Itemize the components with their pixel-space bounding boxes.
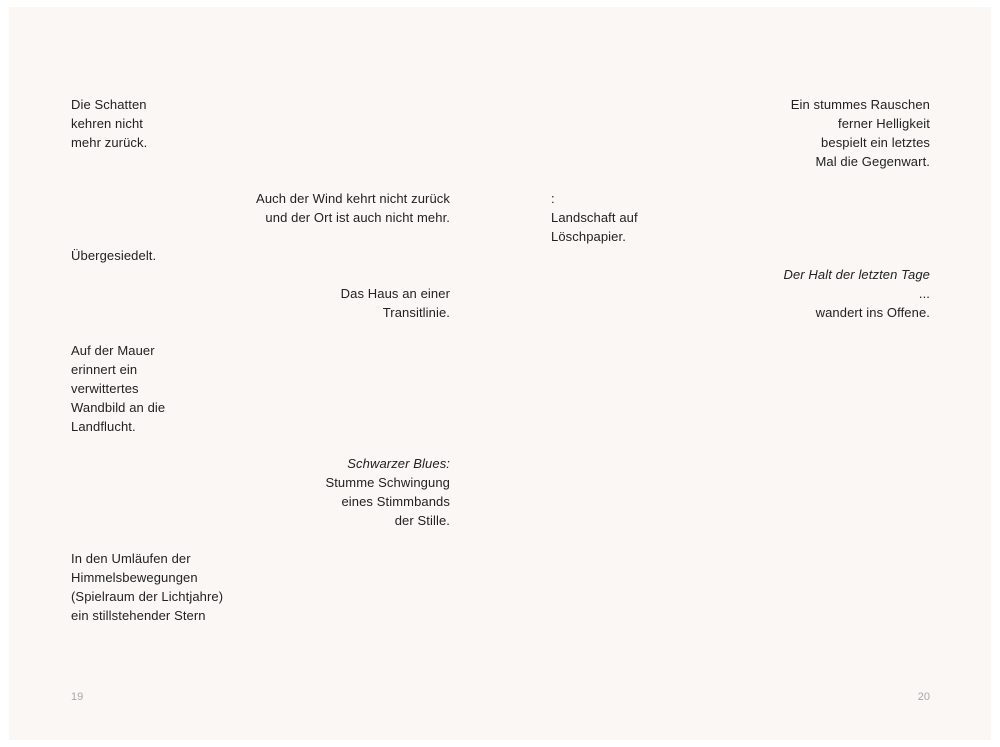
poem-line: Stumme Schwingung (325, 475, 450, 490)
poem-line: In den Umläufen der (71, 551, 191, 566)
poem-line: (Spielraum der Lichtjahre) (71, 589, 224, 604)
poem-line: Übergesiedelt. (71, 248, 157, 263)
poem-line: ferner Helligkeit (837, 116, 930, 131)
poem-line: Landschaft auf (551, 210, 638, 225)
left-stanza-house (341, 284, 450, 322)
left-stanza-wind (256, 189, 450, 227)
poem-line: eines Stimmbands (341, 494, 450, 509)
poem-line: verwittertes (71, 381, 139, 396)
page-number-left: 19 (71, 691, 84, 703)
poem-line: Himmelsbewegungen (71, 570, 198, 585)
poem-line: ein stillstehender Stern (71, 608, 206, 623)
left-stanza-resettled (71, 246, 156, 265)
poem-line: Mal die Gegenwart. (815, 154, 930, 169)
poem-line: wandert ins Offene. (815, 305, 930, 320)
poem-line: mehr zurück. (71, 135, 148, 150)
stanza-title: Der Halt der letzten Tage (783, 267, 930, 282)
poem-line: ... (918, 286, 930, 301)
poem-line: Landflucht. (71, 419, 136, 434)
poem-line: Auch der Wind kehrt nicht zurück (256, 191, 450, 206)
left-stanza-wall (71, 341, 165, 436)
poem-line: kehren nicht (71, 116, 144, 131)
poem-line: Transitlinie. (382, 305, 450, 320)
poem-line: Löschpapier. (551, 229, 626, 244)
left-stanza-shadows (71, 95, 147, 152)
poem-line: der Stille. (394, 513, 450, 528)
right-stanza-rustle (791, 95, 930, 171)
left-stanza-star (71, 549, 223, 625)
poem-line: und der Ort ist auch nicht mehr. (265, 210, 450, 225)
right-stanza-landscape (551, 189, 638, 246)
poem-line: erinnert ein (71, 362, 138, 377)
poem-line: Wandbild an die (71, 400, 166, 415)
poem-line: bespielt ein letztes (821, 135, 930, 150)
right-stanza-halt (783, 265, 930, 322)
page-number-right: 20 (917, 691, 930, 703)
stanza-title: Schwarzer Blues: (347, 456, 450, 471)
poem-line: Ein stummes Rauschen (790, 97, 930, 112)
book-spread (9, 7, 991, 740)
poem-line: Die Schatten (71, 97, 147, 112)
poem-line: Das Haus an einer (340, 286, 450, 301)
poem-line: Auf der Mauer (71, 343, 155, 358)
poem-line: : (551, 191, 555, 206)
left-stanza-blues (325, 454, 450, 530)
